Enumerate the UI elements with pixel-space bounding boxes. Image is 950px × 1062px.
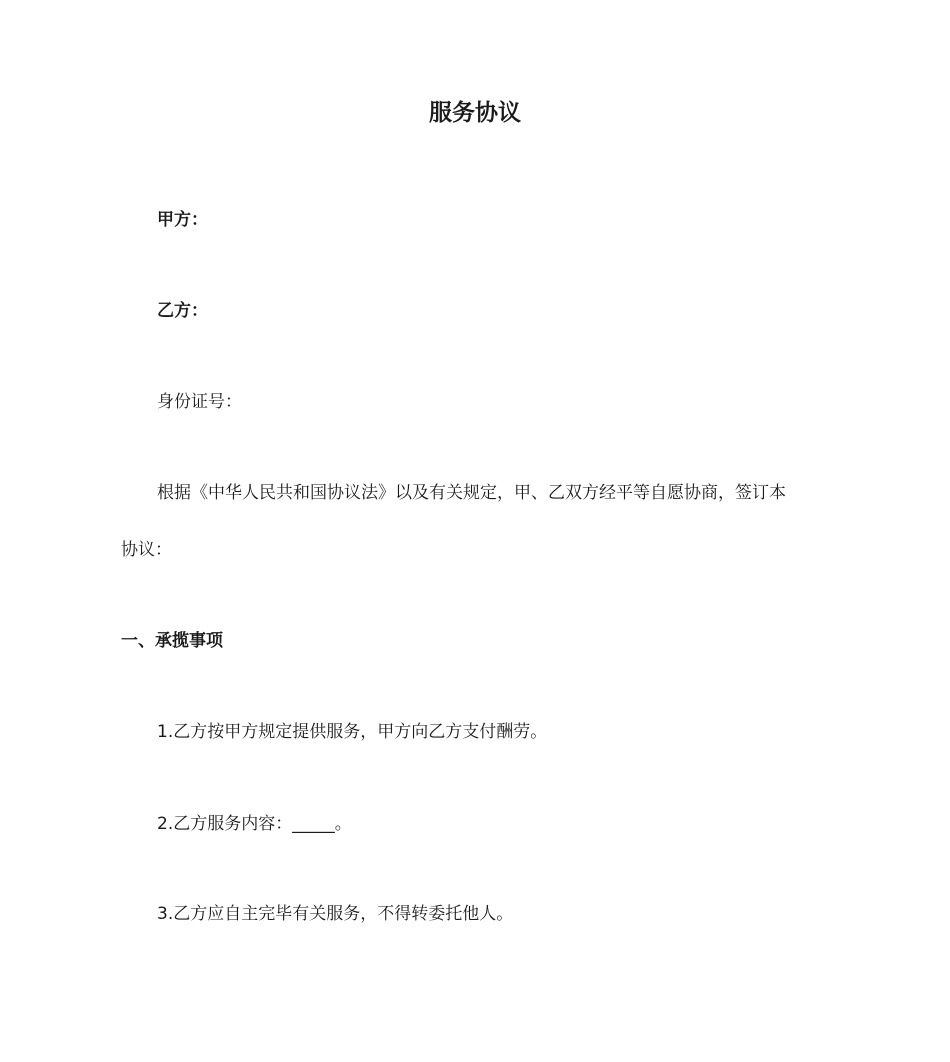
party-a-label: 甲方： (157, 210, 208, 230)
intro-paragraph-line-2: 协议： (121, 540, 172, 560)
party-b-label: 乙方： (157, 301, 208, 321)
document-title: 服务协议 (429, 100, 521, 126)
clause-item-2: 2.乙方服务内容：_____。 (157, 814, 352, 834)
clause-item-1: 1.乙方按甲方规定提供服务，甲方向乙方支付酬劳。 (157, 722, 548, 742)
intro-paragraph-line-1: 根据《中华人民共和国协议法》以及有关规定，甲、乙双方经平等自愿协商，签订本 (157, 483, 786, 503)
id-number-label: 身份证号： (157, 392, 242, 412)
section-heading: 一、承揽事项 (121, 631, 223, 651)
clause-item-3: 3.乙方应自主完毕有关服务，不得转委托他人。 (157, 904, 514, 924)
